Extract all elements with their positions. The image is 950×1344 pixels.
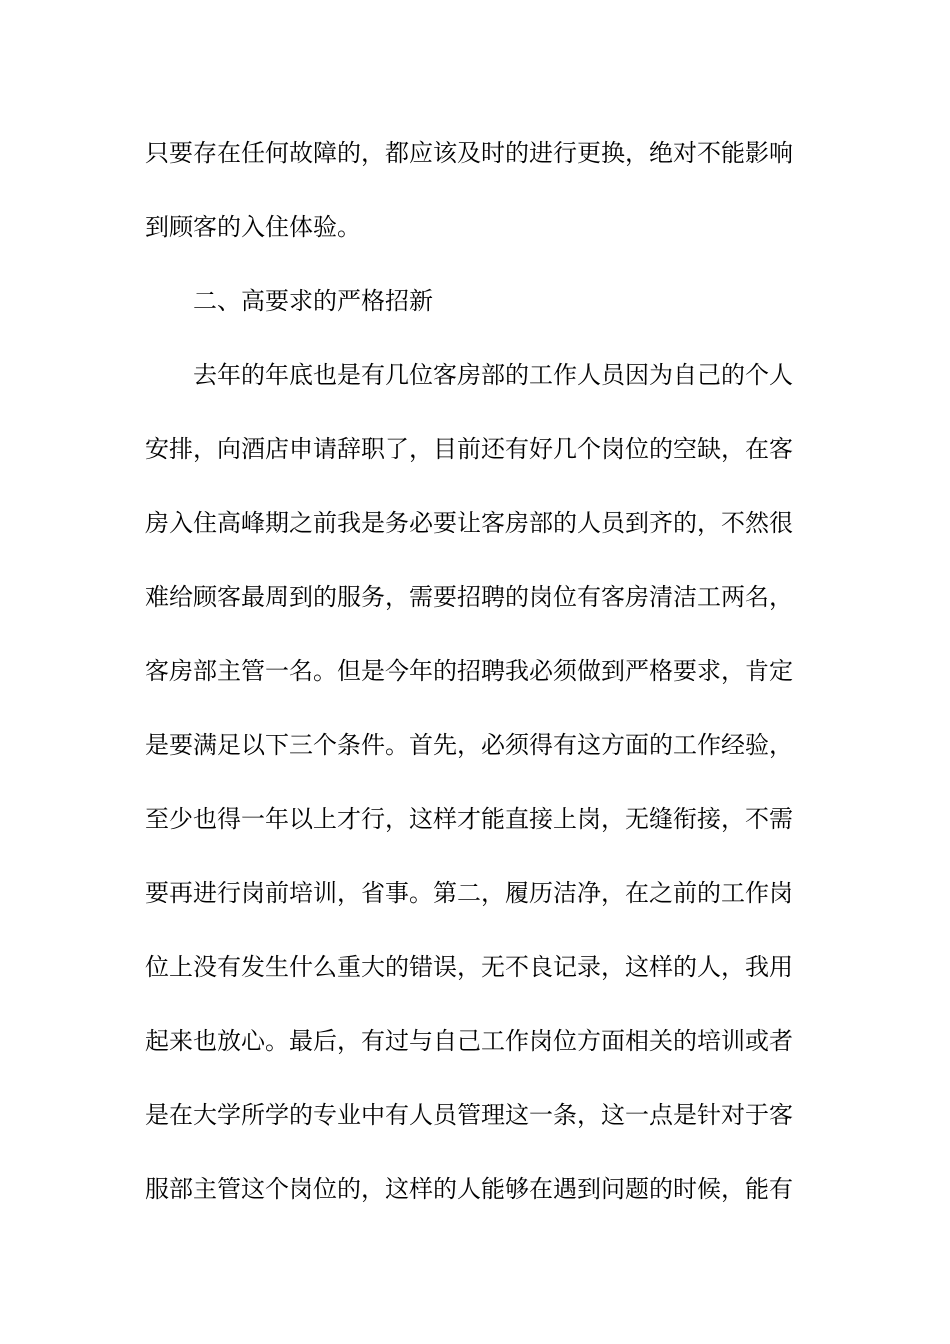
paragraph-line: 只要存在任何故障的，都应该及时的进行更换，绝对不能影响 (145, 139, 793, 167)
paragraph-line: 房入住高峰期之前我是务必要让客房部的人员到齐的，不然很 (145, 509, 793, 537)
paragraph-line: 客房部主管一名。但是今年的招聘我必须做到严格要求，肯定 (145, 657, 793, 685)
paragraph-line: 安排，向酒店申请辞职了，目前还有好几个岗位的空缺，在客 (145, 435, 793, 463)
paragraph-line: 是要满足以下三个条件。首先，必须得有这方面的工作经验， (145, 731, 793, 759)
document-body (145, 130, 805, 1240)
paragraph-line: 去年的年底也是有几位客房部的工作人员因为自己的个人 (193, 361, 793, 389)
paragraph-line: 服部主管这个岗位的，这样的人能够在遇到问题的时候，能有 (145, 1175, 793, 1203)
paragraph-line: 要再进行岗前培训，省事。第二，履历洁净，在之前的工作岗 (145, 879, 793, 907)
paragraph-line: 位上没有发生什么重大的错误，无不良记录，这样的人，我用 (145, 953, 793, 981)
paragraph-line: 难给顾客最周到的服务，需要招聘的岗位有客房清洁工两名， (145, 583, 793, 611)
paragraph-line: 起来也放心。最后，有过与自己工作岗位方面相关的培训或者 (145, 1027, 793, 1055)
paragraph-line: 到顾客的入住体验。 (145, 213, 361, 241)
paragraph-line: 至少也得一年以上才行，这样才能直接上岗，无缝衔接，不需 (145, 805, 793, 833)
section-heading: 二、高要求的严格招新 (193, 287, 433, 315)
paragraph-line: 是在大学所学的专业中有人员管理这一条，这一点是针对于客 (145, 1101, 793, 1129)
